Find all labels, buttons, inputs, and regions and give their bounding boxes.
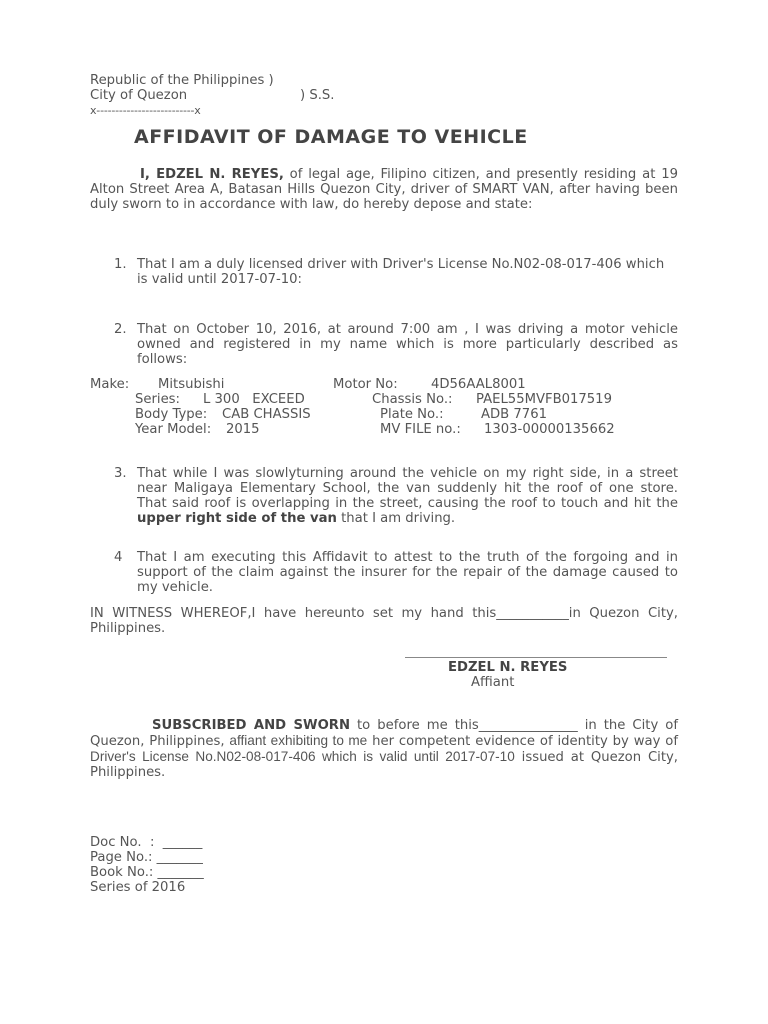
chassis-value: PAEL55MVFB017519 <box>476 392 612 407</box>
item-1-text: That I am a duly licensed driver with Driver's License No.N02-08-017-406 which is valid until 2017-07-10: <box>137 257 665 287</box>
venue-line-1: Republic of the Philippines ) <box>90 73 274 88</box>
year-model-value: 2015 <box>226 422 260 437</box>
jurat-paragraph <box>90 718 678 780</box>
witness-clause: IN WITNESS WHEREOF,I have hereunto set my hand this___________in Quezon City, Philippines. <box>90 606 678 636</box>
doc-no: Doc No. : ______ <box>90 835 203 850</box>
jurat-text-c: her competent evidence of identity by way of <box>367 734 678 749</box>
series-value: L 300 EXCEED <box>203 392 305 407</box>
body-type-value: CAB CHASSIS <box>222 407 311 422</box>
item-4-text: That I am executing this Affidavit to attest to the truth of the forgoing and in support of the claim against the insurer for the repair of the damage caused to my vehicle. <box>137 550 678 595</box>
item-4-number: 4 <box>114 550 123 565</box>
item-3-number: 3. <box>114 466 127 481</box>
motor-value: 4D56AAL8001 <box>431 377 526 392</box>
series-year: Series of 2016 <box>90 880 186 895</box>
item-3-text <box>137 466 678 526</box>
item-3-emphasis: upper right side of the van <box>137 511 337 526</box>
venue-line-2-right: ) S.S. <box>300 88 335 103</box>
series-label: Series: <box>135 392 180 407</box>
intro-text: of legal age, Filipino citizen, and presently residing at 19 Alton Street Area A, Batasan Hills Quezon City, driver of SMART VAN, after having been duly sworn to in accordance with law, do hereby depose and state: <box>90 167 678 212</box>
document-title: AFFIDAVIT OF DAMAGE TO VEHICLE <box>134 126 528 148</box>
item-2-text: That on October 10, 2016, at around 7:00 am , I was driving a motor vehicle owned and registered in my name which is more particularly described as follows: <box>137 322 678 367</box>
affiant-name-intro: I, EDZEL N. REYES, <box>140 167 284 182</box>
mv-file-value: 1303-00000135662 <box>484 422 615 437</box>
jurat-heading: SUBSCRIBED AND SWORN <box>152 718 350 733</box>
mv-file-label: MV FILE no.: <box>380 422 461 437</box>
affiant-role: Affiant <box>471 675 515 690</box>
item-2-number: 2. <box>114 322 127 337</box>
year-model-label: Year Model: <box>135 422 212 437</box>
plate-label: Plate No.: <box>380 407 444 422</box>
make-value: Mitsubishi <box>158 377 225 392</box>
venue-line-2-left: City of Quezon <box>90 88 188 103</box>
signature-line <box>405 657 667 658</box>
page-no: Page No.: _______ <box>90 850 203 865</box>
item-3-text-b: that I am driving. <box>336 511 456 526</box>
jurat-text-d: Driver's License No.N02-08-017-406 which is valid until 2017-07-10 <box>90 749 515 764</box>
book-no: Book No.: _______ <box>90 865 204 880</box>
venue-line-3: x--------------------------x <box>90 104 201 117</box>
make-label: Make: <box>90 377 130 392</box>
motor-label: Motor No: <box>333 377 398 392</box>
intro-paragraph <box>90 167 678 212</box>
chassis-label: Chassis No.: <box>372 392 453 407</box>
jurat-text-a: to before me this_______________ in the City of Quezon, Philippines, <box>90 718 678 749</box>
item-3-text-a: That while I was slowlyturning around the vehicle on my right side, in a street near Maligaya Elementary School, the van suddenly hit the roof of one store. That said roof is overlapping in the street, causing the roof to touch and hit the <box>137 466 678 511</box>
item-1-number: 1. <box>114 257 127 272</box>
plate-value: ADB 7761 <box>481 407 547 422</box>
jurat-text-b: affiant exhibiting to me <box>229 733 368 748</box>
affiant-signature-name: EDZEL N. REYES <box>448 660 568 675</box>
body-type-label: Body Type: <box>135 407 208 422</box>
jurat-text-e: issued at Quezon City, Philippines. <box>90 750 678 780</box>
